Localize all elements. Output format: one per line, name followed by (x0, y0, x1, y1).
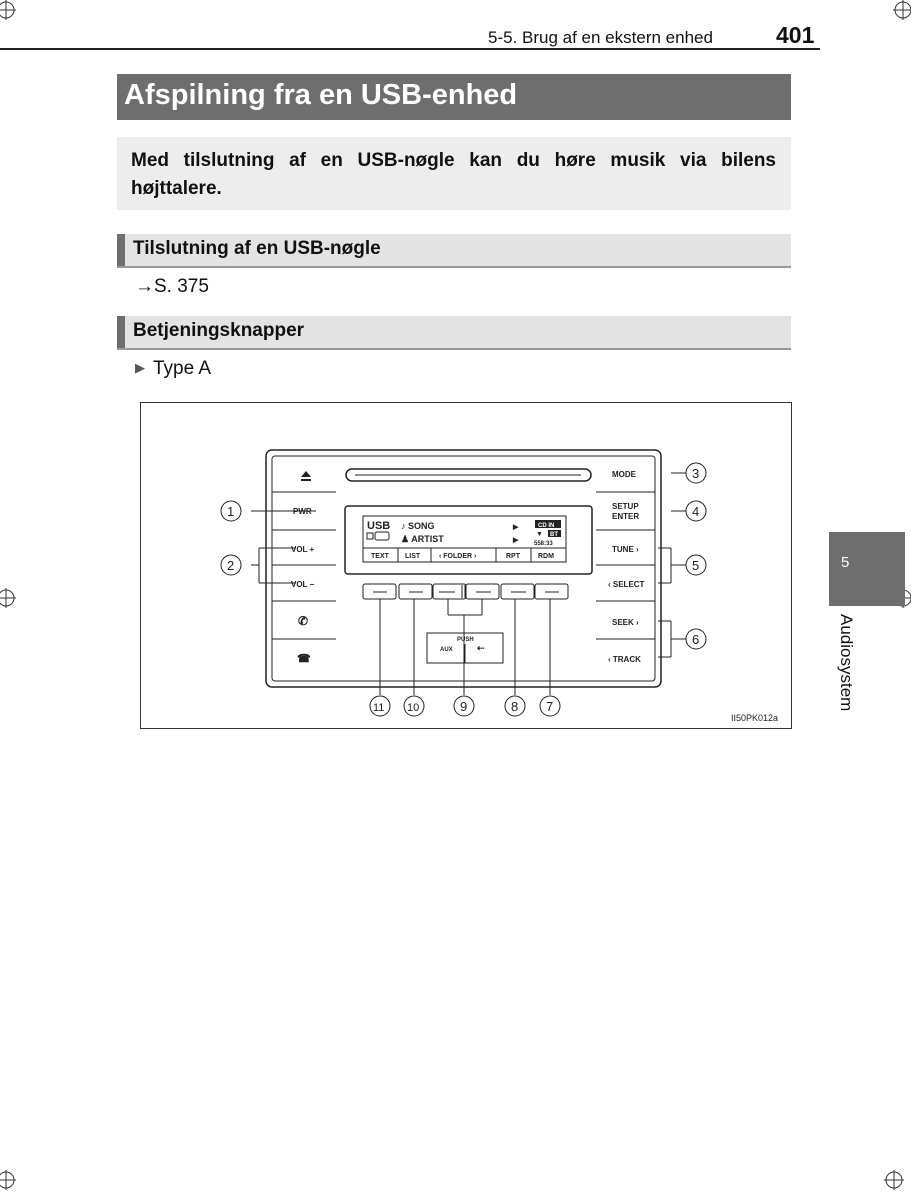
setup-label[interactable]: SETUP (612, 502, 639, 511)
page-reference: →S. 375 (135, 276, 209, 297)
phone-icon[interactable]: ✆ (298, 614, 309, 628)
svg-text:4: 4 (692, 504, 700, 519)
svg-text:5: 5 (692, 558, 700, 573)
callout-9 (454, 696, 474, 716)
softkey-rdm: RDM (538, 553, 554, 560)
callout-2 (221, 555, 241, 575)
track-button[interactable]: ‹ TRACK (608, 655, 641, 664)
subsection-heading: Betjeningsknapper (133, 320, 305, 341)
page-number: 401 (776, 22, 815, 48)
play-arrow-icon: ▶ (513, 524, 519, 531)
svg-text:1: 1 (227, 504, 235, 519)
push-label: PUSH (457, 637, 474, 643)
svg-text:▶: ▶ (513, 537, 519, 544)
subsection-usb-connect (117, 234, 791, 268)
figure-code: II50PK012a (731, 713, 779, 723)
mode-button[interactable]: MODE (612, 470, 636, 479)
enter-label[interactable]: ENTER (612, 512, 640, 521)
svg-text:10: 10 (407, 702, 420, 714)
radio-figure (140, 402, 792, 729)
page-title: Afspilning fra en USB-enhed (124, 79, 518, 111)
aux-port[interactable]: AUX (440, 647, 453, 653)
callout-5 (686, 555, 706, 575)
svg-text:7: 7 (546, 699, 554, 714)
triangle-icon: ▶ (135, 360, 145, 375)
vol-down-button[interactable]: VOL − (291, 580, 315, 589)
cd-in-indicator: CD IN (538, 523, 555, 529)
chapter-number: 5 (841, 554, 850, 571)
callout-8 (505, 696, 525, 716)
tune-button[interactable]: TUNE › (612, 545, 639, 554)
softkey-list: LIST (405, 553, 421, 560)
bt-indicator: BT (550, 532, 558, 538)
svg-text:3: 3 (692, 466, 700, 481)
chapter-label: Audiosystem (837, 614, 856, 712)
subsection-heading: Tilslutning af en USB-nøgle (133, 238, 381, 259)
header-section: 5-5. Brug af en ekstern enhed (488, 28, 713, 47)
svg-text:8: 8 (511, 699, 519, 714)
svg-text:2: 2 (227, 558, 235, 573)
svg-text:9: 9 (460, 699, 468, 714)
select-button[interactable]: ‹ SELECT (608, 580, 645, 589)
pwr-button[interactable]: PWR (293, 507, 312, 516)
signal-icon: ▼ (536, 531, 543, 538)
display-song: ♪ SONG (401, 521, 435, 531)
callout-6 (686, 629, 706, 649)
svg-text:6: 6 (692, 632, 700, 647)
subsection-controls (117, 316, 791, 350)
header-rule (0, 48, 820, 50)
hangup-icon[interactable]: ☎ (297, 653, 311, 665)
callout-1 (221, 501, 241, 521)
softkey-rpt: RPT (506, 553, 520, 560)
chapter-tab (829, 532, 905, 606)
intro-box (117, 137, 791, 210)
radio-diagram (141, 403, 791, 728)
callout-4 (686, 501, 706, 521)
type-label: ▶ Type A (135, 358, 212, 379)
display-source: USB (367, 520, 391, 532)
battery-icon (367, 533, 373, 539)
callout-11 (370, 696, 390, 716)
usb-icon[interactable]: ⇠ (477, 643, 485, 653)
callout-10 (404, 696, 424, 716)
intro-text: Med tilslutning af en USB-nøgle kan du høre musik via bilens højttalere. (131, 150, 776, 199)
display-time: 558:33 (534, 541, 553, 547)
softkey-folder: ‹ FOLDER › (439, 553, 477, 560)
display-artist: ♟ ARTIST (401, 534, 444, 544)
seek-button[interactable]: SEEK › (612, 618, 639, 627)
vol-up-button[interactable]: VOL + (291, 545, 315, 554)
callout-7 (540, 696, 560, 716)
callout-3 (686, 463, 706, 483)
softkey-text: TEXT (371, 553, 389, 560)
title-bar (117, 74, 791, 120)
eject-icon (301, 471, 311, 477)
svg-text:11: 11 (373, 702, 385, 714)
